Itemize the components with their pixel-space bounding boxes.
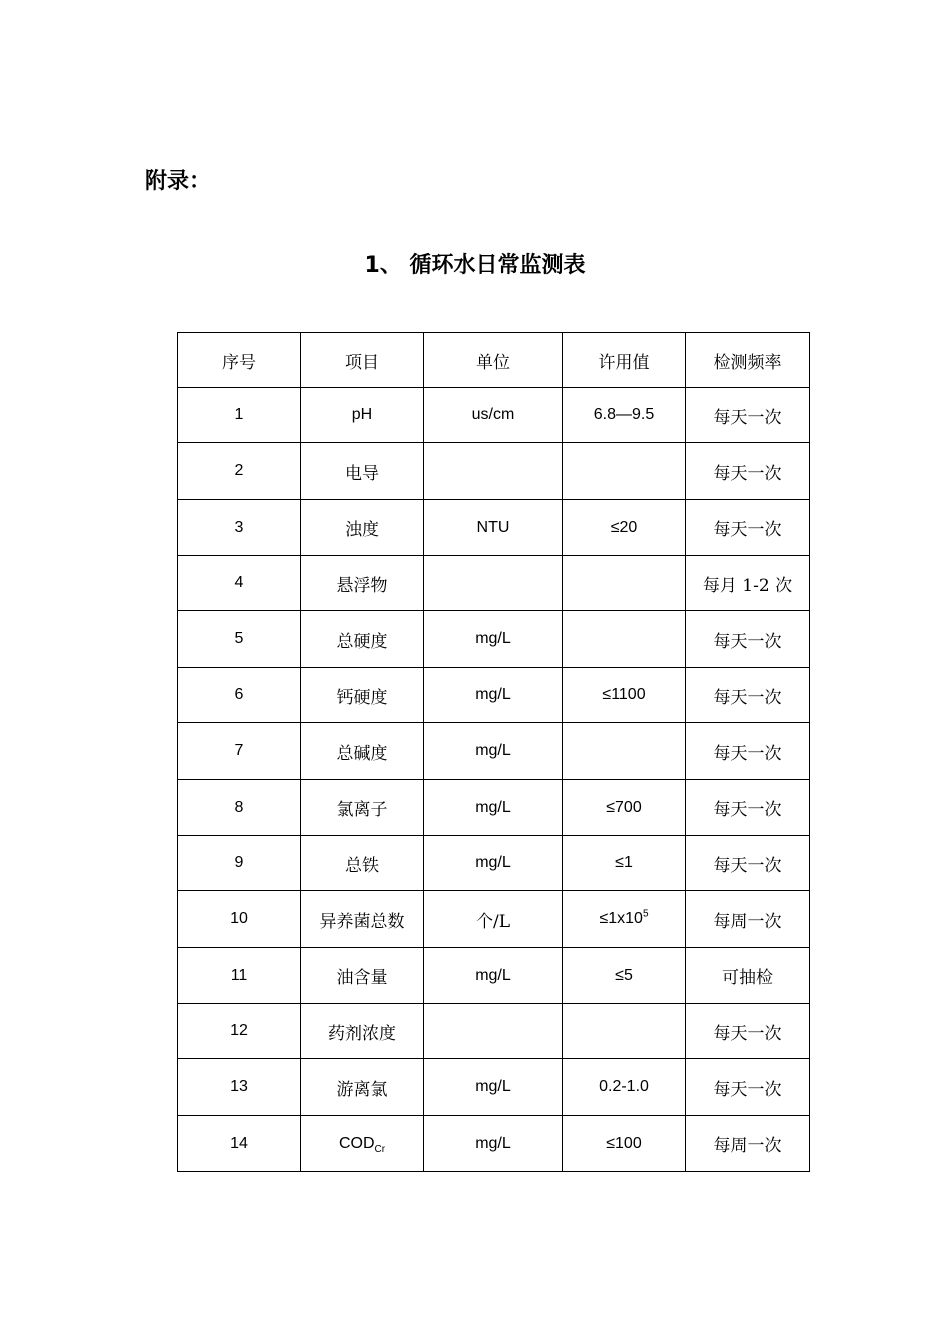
cell-item <box>301 1116 424 1172</box>
cell-unit: mg/L <box>424 780 563 836</box>
cell-no: 1 <box>178 388 301 443</box>
cell-item: 钙硬度 <box>301 668 424 723</box>
cell-no: 7 <box>178 723 301 780</box>
cell-item: 浊度 <box>301 500 424 556</box>
table-row <box>178 780 810 836</box>
cell-limit <box>563 1004 686 1059</box>
cell-limit <box>563 723 686 780</box>
item-subscript: Cr <box>374 1143 386 1155</box>
cell-limit: ≤700 <box>563 780 686 836</box>
cell-item: 总铁 <box>301 836 424 891</box>
table-row <box>178 556 810 611</box>
cell-limit <box>563 611 686 668</box>
header-row <box>178 333 810 388</box>
cell-unit <box>424 1004 563 1059</box>
cell-unit <box>424 443 563 500</box>
cell-limit <box>563 556 686 611</box>
table-row <box>178 1116 810 1172</box>
table-row <box>178 443 810 500</box>
cell-frequency: 每天一次 <box>686 723 810 780</box>
cell-item: 电导 <box>301 443 424 500</box>
table-row <box>178 1059 810 1116</box>
header-item: 项目 <box>301 333 424 388</box>
cell-item: 总硬度 <box>301 611 424 668</box>
table-row <box>178 948 810 1004</box>
cell-item: pH <box>301 388 424 443</box>
cell-frequency: 可抽检 <box>686 948 810 1004</box>
table-row <box>178 611 810 668</box>
cell-frequency: 每天一次 <box>686 668 810 723</box>
cell-limit: ≤100 <box>563 1116 686 1172</box>
limit-base: ≤1x10 <box>599 910 643 927</box>
appendix-label: 附录： <box>145 169 212 194</box>
cell-no: 8 <box>178 780 301 836</box>
table-row <box>178 668 810 723</box>
cell-no: 6 <box>178 668 301 723</box>
header-no: 序号 <box>178 333 301 388</box>
table-title: 1、 循环水日常监测表 <box>364 253 586 278</box>
table-row <box>178 836 810 891</box>
limit-exponent: 5 <box>642 908 649 920</box>
cell-unit: mg/L <box>424 948 563 1004</box>
table-row <box>178 723 810 780</box>
table-row <box>178 500 810 556</box>
cell-no: 12 <box>178 1004 301 1059</box>
cell-unit: 个/L <box>424 891 563 948</box>
cell-frequency: 每天一次 <box>686 500 810 556</box>
cell-unit: NTU <box>424 500 563 556</box>
cell-frequency: 每天一次 <box>686 780 810 836</box>
cell-no: 4 <box>178 556 301 611</box>
cell-no: 3 <box>178 500 301 556</box>
cell-no: 5 <box>178 611 301 668</box>
cell-limit: ≤5 <box>563 948 686 1004</box>
cell-unit <box>424 556 563 611</box>
cell-frequency: 每天一次 <box>686 443 810 500</box>
cell-frequency: 每天一次 <box>686 1059 810 1116</box>
cell-frequency: 每天一次 <box>686 388 810 443</box>
cell-limit: 0.2-1.0 <box>563 1059 686 1116</box>
cell-unit: mg/L <box>424 611 563 668</box>
cell-item: 悬浮物 <box>301 556 424 611</box>
cell-unit: mg/L <box>424 1116 563 1172</box>
cell-frequency: 每天一次 <box>686 1004 810 1059</box>
cell-frequency: 每天一次 <box>686 611 810 668</box>
table-row <box>178 1004 810 1059</box>
cell-frequency: 每周一次 <box>686 1116 810 1172</box>
cell-frequency: 每月 1-2 次 <box>686 556 810 611</box>
cell-limit: 6.8—9.5 <box>563 388 686 443</box>
cell-unit: mg/L <box>424 1059 563 1116</box>
cell-limit <box>563 891 686 948</box>
cell-no: 11 <box>178 948 301 1004</box>
cell-unit: us/cm <box>424 388 563 443</box>
cell-item: 异养菌总数 <box>301 891 424 948</box>
cell-item: 总碱度 <box>301 723 424 780</box>
cell-no: 9 <box>178 836 301 891</box>
cell-unit: mg/L <box>424 836 563 891</box>
cell-limit: ≤1100 <box>563 668 686 723</box>
cell-no: 2 <box>178 443 301 500</box>
cell-item: 氯离子 <box>301 780 424 836</box>
cell-limit: ≤1 <box>563 836 686 891</box>
cell-item: 游离氯 <box>301 1059 424 1116</box>
table-row <box>178 388 810 443</box>
cell-limit: ≤20 <box>563 500 686 556</box>
monitoring-table <box>177 332 810 1172</box>
cell-no: 10 <box>178 891 301 948</box>
cell-unit: mg/L <box>424 668 563 723</box>
cell-unit: mg/L <box>424 723 563 780</box>
cell-frequency: 每周一次 <box>686 891 810 948</box>
header-limit: 许用值 <box>563 333 686 388</box>
header-frequency: 检测频率 <box>686 333 810 388</box>
item-base: COD <box>338 1134 375 1152</box>
cell-limit <box>563 443 686 500</box>
cell-frequency: 每天一次 <box>686 836 810 891</box>
cell-item: 药剂浓度 <box>301 1004 424 1059</box>
cell-no: 14 <box>178 1116 301 1172</box>
cell-no: 13 <box>178 1059 301 1116</box>
table-row <box>178 891 810 948</box>
cell-item: 油含量 <box>301 948 424 1004</box>
header-unit: 单位 <box>424 333 563 388</box>
